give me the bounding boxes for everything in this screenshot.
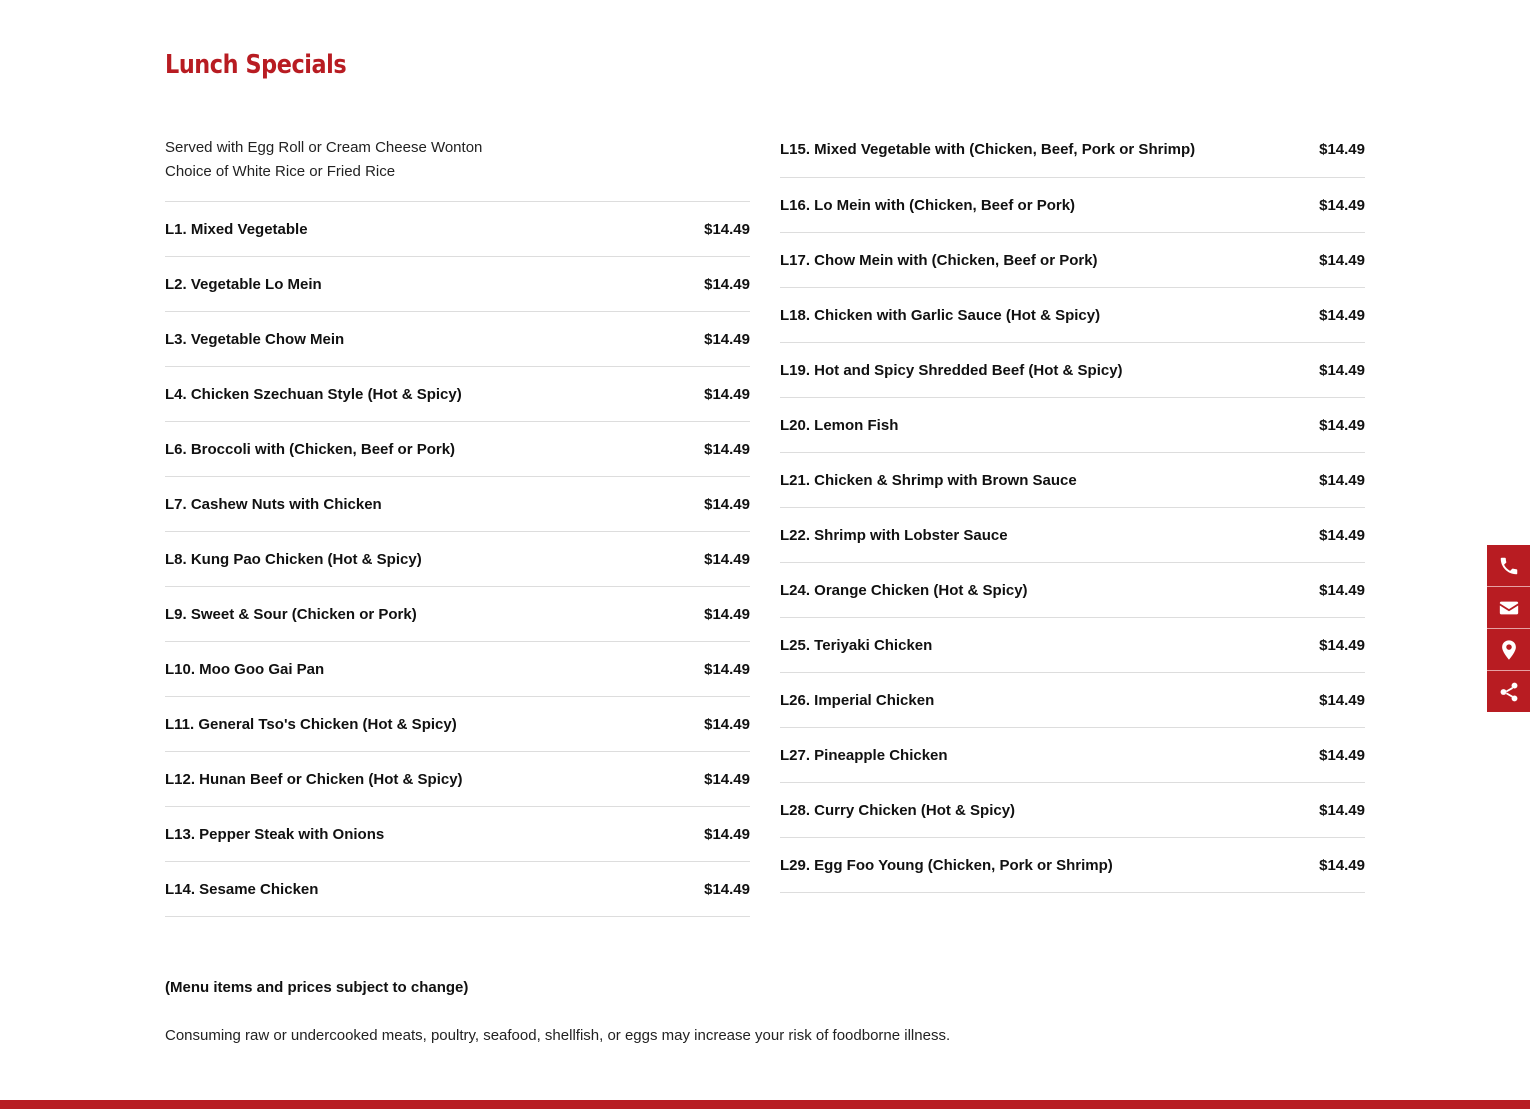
menu-item-price: $14.49	[1319, 471, 1365, 489]
location-button[interactable]	[1487, 629, 1530, 671]
menu-item-name: L3. Vegetable Chow Mein	[165, 330, 345, 348]
menu-item-price: $14.49	[704, 495, 750, 513]
email-button[interactable]	[1487, 587, 1530, 629]
menu-item	[780, 618, 1365, 673]
phone-icon	[1498, 555, 1520, 577]
menu-item	[165, 477, 750, 532]
menu-item	[165, 367, 750, 422]
menu-item-price: $14.49	[704, 660, 750, 678]
menu-item-name: L19. Hot and Spicy Shredded Beef (Hot & Spicy)	[780, 361, 1123, 379]
menu-item-name: L2. Vegetable Lo Mein	[165, 275, 322, 293]
menu-item-name: L1. Mixed Vegetable	[165, 220, 308, 238]
menu-item-price: $14.49	[704, 825, 750, 843]
menu-item-price: $14.49	[704, 385, 750, 403]
menu-item-price: $14.49	[1319, 636, 1365, 654]
menu-item-price: $14.49	[704, 770, 750, 788]
side-action-bar	[1487, 545, 1530, 712]
menu-item	[780, 728, 1365, 783]
menu-item	[165, 642, 750, 697]
call-button[interactable]	[1487, 545, 1530, 587]
section-title: Lunch Specials	[165, 50, 347, 80]
menu-item-price: $14.49	[1319, 361, 1365, 379]
menu-item-price: $14.49	[1319, 306, 1365, 324]
menu-item-price: $14.49	[704, 220, 750, 238]
menu-item-name: L20. Lemon Fish	[780, 416, 899, 434]
menu-item	[165, 862, 750, 917]
menu-item-price: $14.49	[1319, 746, 1365, 764]
menu-item-name: L9. Sweet & Sour (Chicken or Pork)	[165, 605, 417, 623]
menu-item	[780, 288, 1365, 343]
menu-item-name: L27. Pineapple Chicken	[780, 746, 948, 764]
menu-item-price: $14.49	[1319, 141, 1365, 158]
menu-item-name: L18. Chicken with Garlic Sauce (Hot & Spicy)	[780, 306, 1101, 324]
footer-bar	[0, 1100, 1530, 1109]
menu-item	[165, 587, 750, 642]
menu-item	[780, 783, 1365, 838]
intro-line: Choice of White Rice or Fried Rice	[165, 163, 396, 180]
intro-line: Served with Egg Roll or Cream Cheese Wonton	[165, 139, 483, 156]
menu-item-price: $14.49	[1319, 416, 1365, 434]
menu-item	[165, 312, 750, 367]
menu-item-price: $14.49	[1319, 801, 1365, 819]
share-icon	[1498, 681, 1520, 703]
menu-item-name: L28. Curry Chicken (Hot & Spicy)	[780, 801, 1016, 819]
menu-item	[165, 697, 750, 752]
menu-item-name: L25. Teriyaki Chicken	[780, 636, 933, 654]
menu-item-name: L14. Sesame Chicken	[165, 880, 319, 898]
menu-item-name: L16. Lo Mein with (Chicken, Beef or Pork)	[780, 196, 1076, 214]
menu-item-price: $14.49	[1319, 856, 1365, 874]
menu-item	[165, 257, 750, 312]
menu-item-price: $14.49	[1319, 251, 1365, 269]
menu-item-price: $14.49	[704, 605, 750, 623]
food-safety-warning: Consuming raw or undercooked meats, poultry, seafood, shellfish, or eggs may increase your risk of foodborne illness.	[165, 1027, 951, 1044]
menu-item	[165, 422, 750, 477]
menu-item-price: $14.49	[704, 330, 750, 348]
map-marker-icon	[1498, 639, 1520, 661]
share-button[interactable]	[1487, 671, 1530, 712]
menu-item-name: L26. Imperial Chicken	[780, 691, 935, 709]
menu-item-price: $14.49	[1319, 196, 1365, 214]
menu-item-name: L7. Cashew Nuts with Chicken	[165, 495, 382, 513]
menu-item-name: L21. Chicken & Shrimp with Brown Sauce	[780, 471, 1077, 489]
menu-item-name: L4. Chicken Szechuan Style (Hot & Spicy)	[165, 385, 462, 403]
menu-item-name: L15. Mixed Vegetable with (Chicken, Beef, Pork or Shrimp)	[780, 141, 1196, 158]
menu-item-name: L10. Moo Goo Gai Pan	[165, 660, 325, 678]
menu-item	[165, 532, 750, 587]
menu-item-name: L11. General Tso's Chicken (Hot & Spicy)	[165, 715, 457, 733]
menu-item	[780, 136, 1365, 178]
menu-item	[780, 453, 1365, 508]
menu-item-name: L13. Pepper Steak with Onions	[165, 825, 385, 843]
menu-item	[780, 398, 1365, 453]
menu-item	[780, 563, 1365, 618]
menu-item-name: L29. Egg Foo Young (Chicken, Pork or Shrimp)	[780, 856, 1113, 874]
menu-column-right	[780, 136, 1365, 893]
menu-item-price: $14.49	[704, 550, 750, 568]
menu-item-price: $14.49	[1319, 581, 1365, 599]
menu-item-name: L24. Orange Chicken (Hot & Spicy)	[780, 581, 1028, 599]
menu-item-price: $14.49	[704, 275, 750, 293]
menu-item	[780, 838, 1365, 893]
menu-item	[780, 233, 1365, 288]
menu-item-price: $14.49	[704, 440, 750, 458]
menu-item-name: L6. Broccoli with (Chicken, Beef or Pork)	[165, 440, 456, 458]
menu-column-left	[165, 136, 750, 917]
envelope-icon	[1498, 597, 1520, 619]
menu-item-price: $14.49	[704, 880, 750, 898]
menu-item-name: L8. Kung Pao Chicken (Hot & Spicy)	[165, 550, 422, 568]
menu-item	[780, 178, 1365, 233]
menu-item	[780, 673, 1365, 728]
menu-item-name: L17. Chow Mein with (Chicken, Beef or Pork)	[780, 251, 1098, 269]
menu-item	[165, 202, 750, 257]
menu-item-price: $14.49	[1319, 526, 1365, 544]
menu-item-price: $14.49	[1319, 691, 1365, 709]
menu-disclaimer: (Menu items and prices subject to change)	[165, 979, 469, 996]
menu-item-price: $14.49	[704, 715, 750, 733]
menu-item	[780, 343, 1365, 398]
menu-item	[165, 807, 750, 862]
menu-item-name: L22. Shrimp with Lobster Sauce	[780, 526, 1008, 544]
section-intro	[165, 136, 750, 202]
menu-item	[780, 508, 1365, 563]
menu-item	[165, 752, 750, 807]
menu-item-name: L12. Hunan Beef or Chicken (Hot & Spicy)	[165, 770, 463, 788]
